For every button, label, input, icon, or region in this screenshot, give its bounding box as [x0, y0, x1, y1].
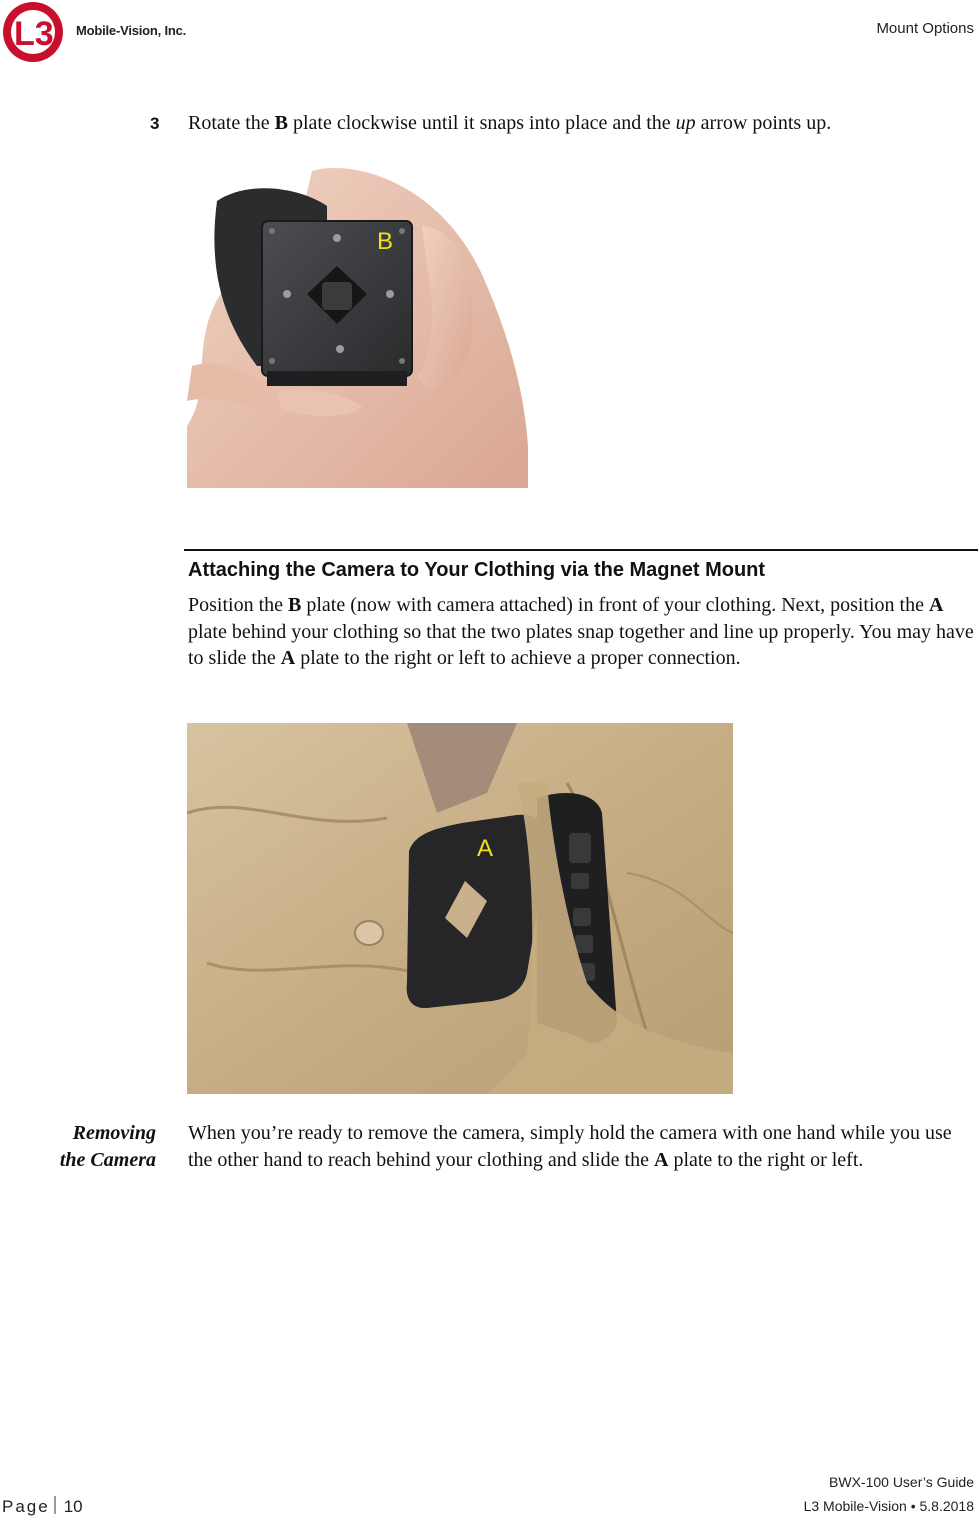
plate-b-label: B: [377, 228, 394, 255]
emphasis-up: up: [675, 112, 696, 134]
section-divider: [184, 549, 978, 551]
page-separator: [54, 1496, 56, 1514]
step-instruction: Rotate the B plate clockwise until it snaps into place and the up arrow points up.: [188, 112, 832, 134]
logo-mark: L3: [14, 15, 54, 53]
footer-company-date: L3 Mobile-Vision • 5.8.2018: [803, 1498, 974, 1514]
remove-paragraph: When you’re ready to remove the camera, simply hold the camera with one hand while you use the other hand to reach behind your clothing and slide the A plate to the right or left.: [188, 1122, 952, 1171]
footer-page-number: Page 10: [2, 1497, 83, 1516]
section-title: Mount Options: [876, 20, 974, 37]
side-heading: Removing the Camera: [59, 1122, 156, 1171]
photo-plate-b: [187, 166, 528, 488]
plate-b-ref: B: [274, 112, 288, 134]
step-number: 3: [150, 114, 160, 133]
attach-paragraph: Position the B plate (now with camera attached) in front of your clothing. Next, position the A plate behind your clothing so that the two plates snap together and line up properly. You may have to slide the A plate to the right or left to achieve a proper connection.: [188, 594, 974, 669]
section-heading: Attaching the Camera to Your Clothing via the Magnet Mount: [188, 559, 766, 581]
photo-plate-a: [187, 723, 733, 1094]
company-name: Mobile-Vision, Inc.: [76, 23, 187, 38]
plate-a-label: A: [477, 835, 494, 862]
footer-guide-name: BWX-100 User’s Guide: [829, 1474, 974, 1490]
